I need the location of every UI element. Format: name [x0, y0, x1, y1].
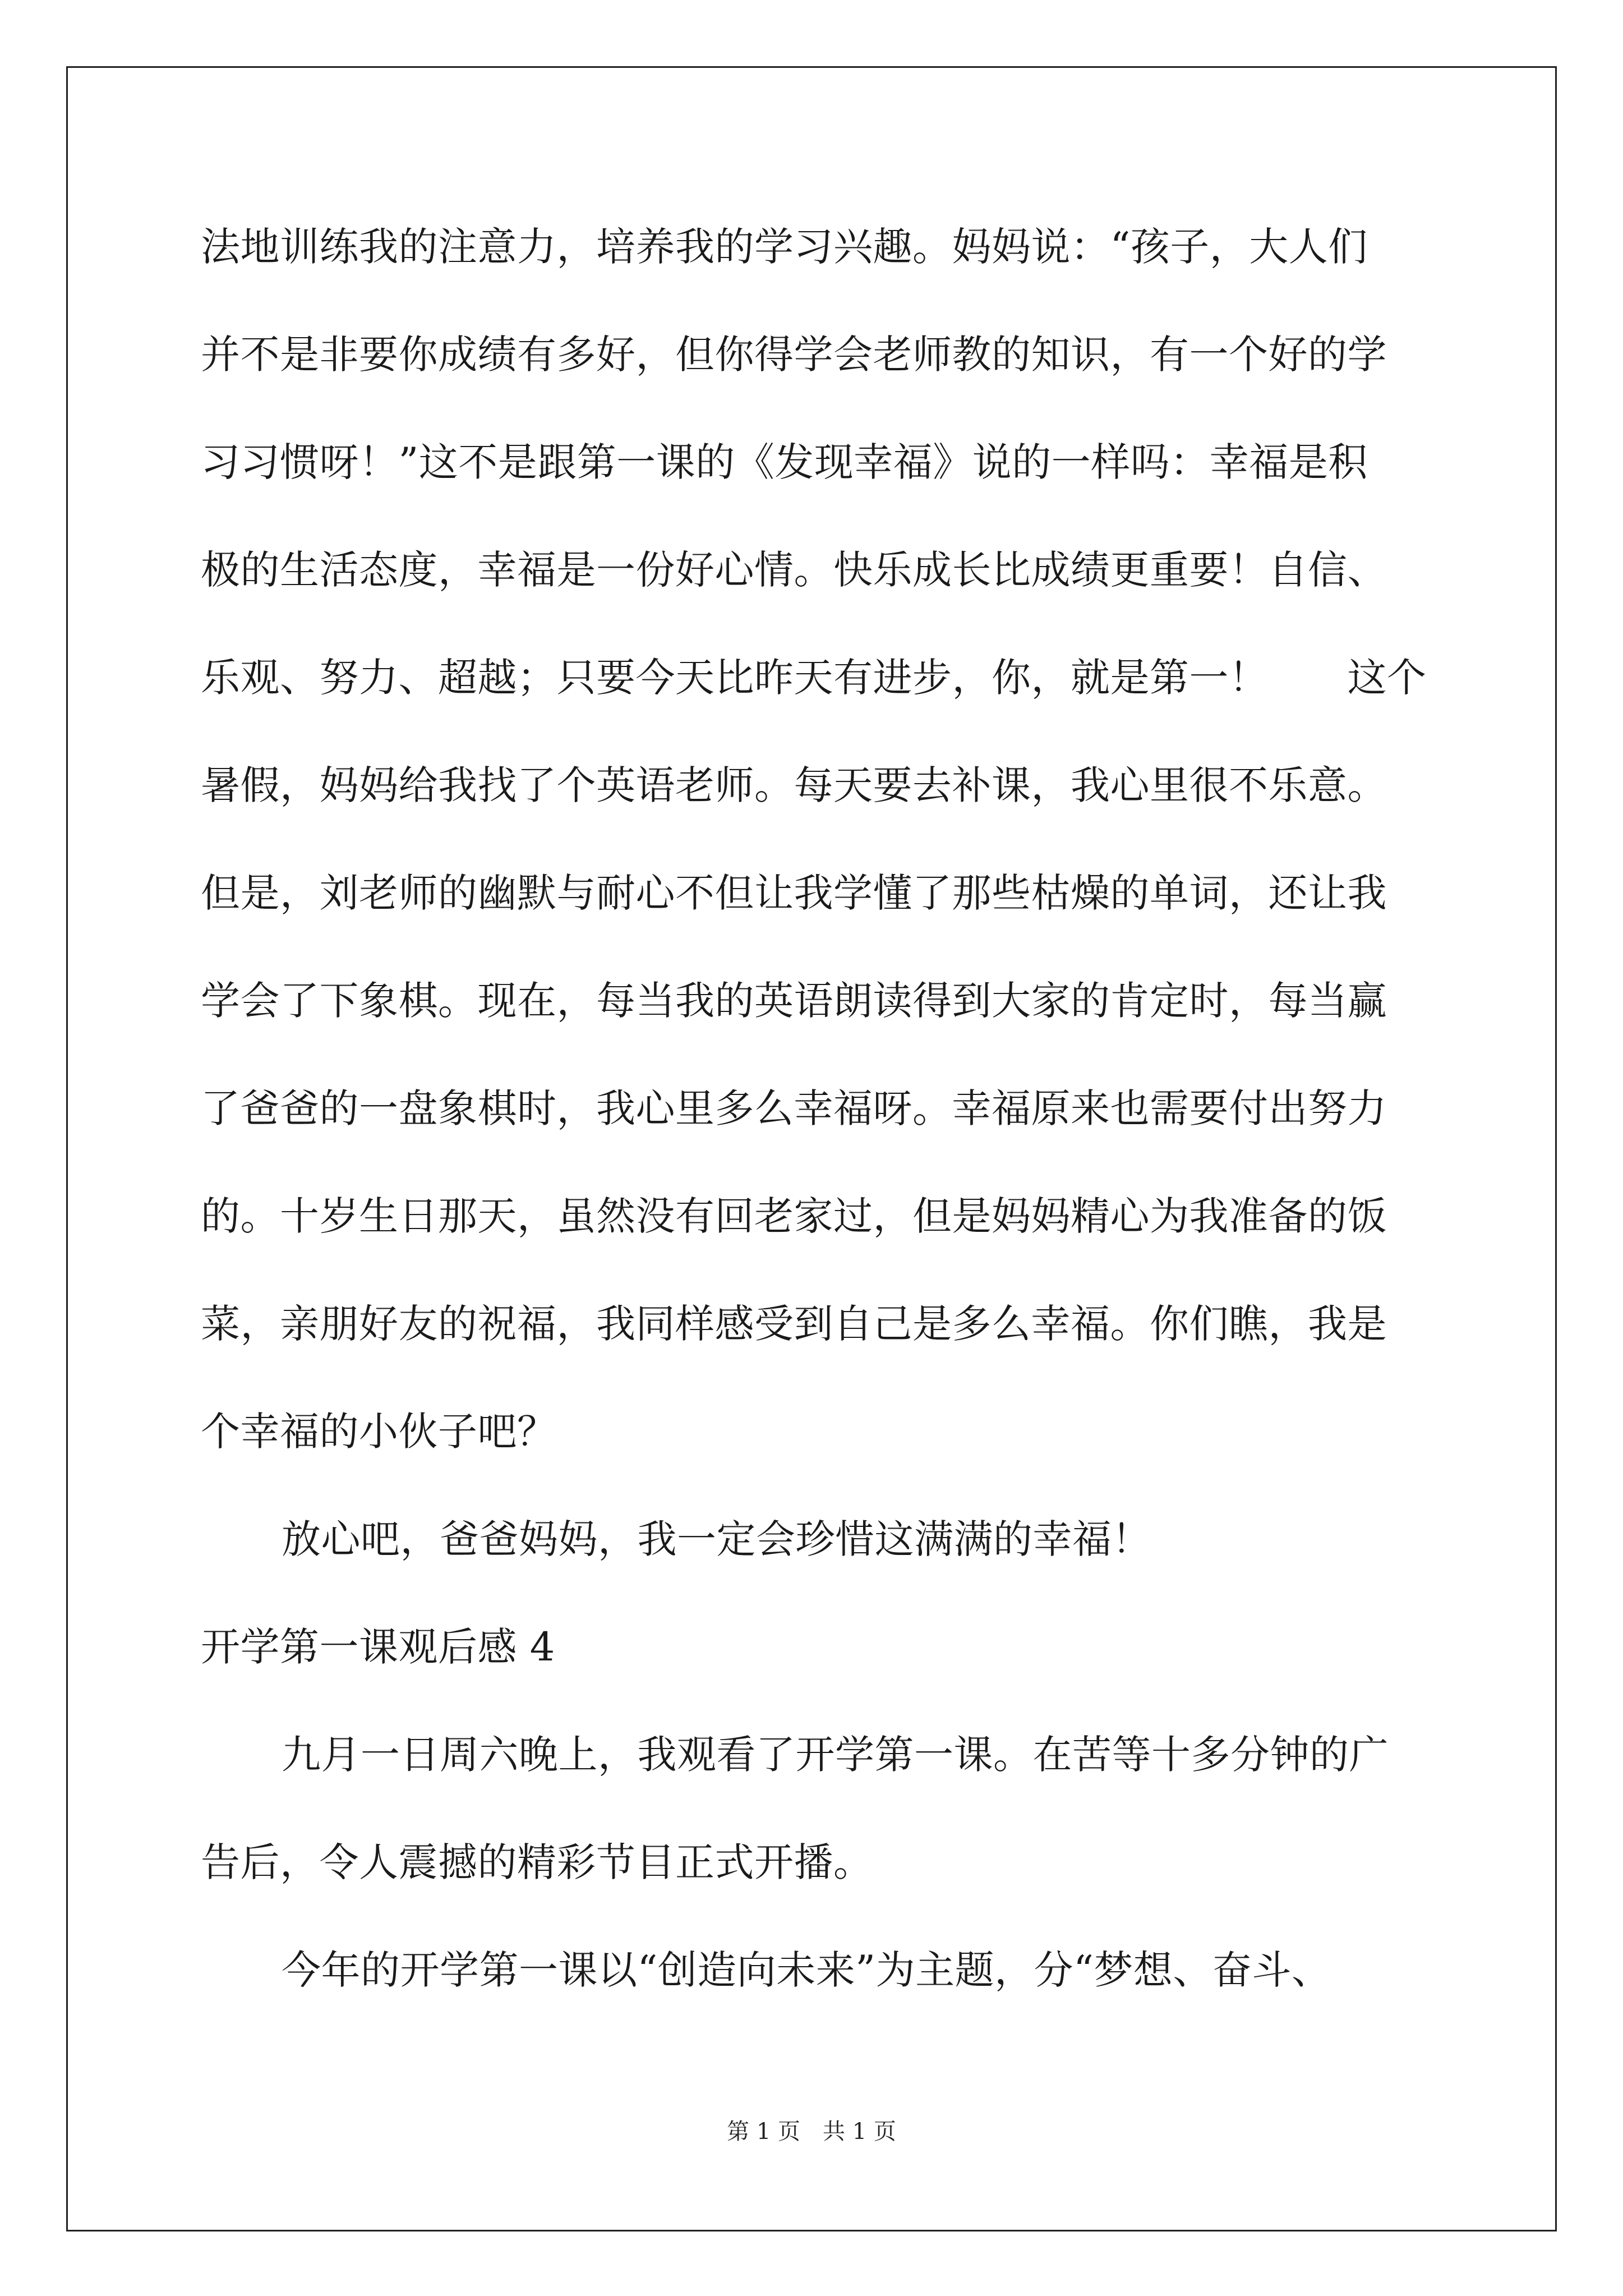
text-line: 习习惯呀！”这不是跟第一课的《发现幸福》说的一样吗：幸福是积	[201, 439, 1368, 485]
text-line: 并不是非要你成绩有多好，但你得学会老师教的知识，有一个好的学	[201, 332, 1387, 378]
paragraph-line: 放心吧，爸爸妈妈，我一定会珍惜这满满的幸福！	[282, 1516, 1151, 1562]
page-border	[66, 66, 1557, 2231]
section-heading: 开学第一课观后感 4	[201, 1624, 555, 1670]
text-line: 乐观、努力、超越；只要今天比昨天有进步，你，就是第一！ 这个	[201, 655, 1427, 701]
text-line: 但是，刘老师的幽默与耐心不但让我学懂了那些枯燥的单词，还让我	[201, 870, 1387, 916]
text-line: 了爸爸的一盘象棋时，我心里多么幸福呀。幸福原来也需要付出努力	[201, 1085, 1387, 1131]
text-line: 个幸福的小伙子吧？	[201, 1409, 557, 1455]
text-line: 菜，亲朋好友的祝福，我同样感受到自己是多么幸福。你们瞧，我是	[201, 1301, 1387, 1347]
text-line: 法地训练我的注意力，培养我的学习兴趣。妈妈说：“孩子，大人们	[201, 224, 1368, 270]
text-line: 极的生活态度，幸福是一份好心情。快乐成长比成绩更重要！自信、	[201, 547, 1387, 593]
text-line: 暑假，妈妈给我找了个英语老师。每天要去补课，我心里很不乐意。	[201, 762, 1387, 808]
page-number-footer: 第 1 页 共 1 页	[727, 2119, 896, 2145]
text-line: 告后，令人震撼的精彩节目正式开播。	[201, 1839, 873, 1885]
text-line: 的。十岁生日那天，虽然没有回老家过，但是妈妈精心为我准备的饭	[201, 1193, 1387, 1239]
paragraph-line: 今年的开学第一课以“创造向未来”为主题，分“梦想、奋斗、	[282, 1947, 1331, 1993]
text-line: 学会了下象棋。现在，每当我的英语朗读得到大家的肯定时，每当赢	[201, 978, 1387, 1024]
paragraph-line: 九月一日周六晚上，我观看了开学第一课。在苦等十多分钟的广	[282, 1732, 1389, 1778]
